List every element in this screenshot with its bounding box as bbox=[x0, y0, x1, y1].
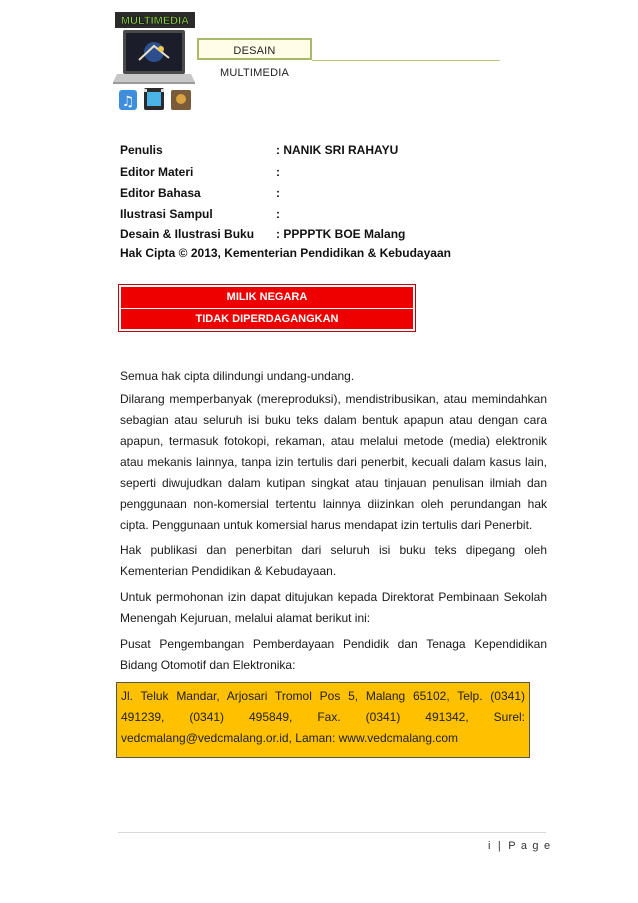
copyright-line: Hak Cipta © 2013, Kementerian Pendidikan & Kebudayaan bbox=[120, 246, 451, 260]
paragraph-permission: Untuk permohonan izin dapat ditujukan kepada Direktorat Pembinaan Sekolah Menengah Kejuruan, melalui alamat berikut ini: bbox=[120, 590, 547, 625]
header-rule bbox=[312, 60, 500, 61]
address-box: Jl. Teluk Mandar, Arjosari Tromol Pos 5, Malang 65102, Telp. (0341) 491239, (0341) 495849, Fax. (0341) 491342, Surel: vedcmalang@vedcmalang.or.id, Laman: www.vedcmalang.com bbox=[116, 682, 530, 758]
multimedia-logo bbox=[113, 10, 197, 114]
credit-value: : PPPPTK BOE Malang bbox=[276, 227, 406, 241]
credit-value: : bbox=[276, 165, 280, 179]
credit-value: : NANIK SRI RAHAYU bbox=[276, 143, 399, 157]
film-icon bbox=[144, 88, 164, 110]
credit-value: : bbox=[276, 186, 280, 200]
footer-separator: | bbox=[497, 840, 502, 852]
ownership-notice-box bbox=[118, 284, 416, 332]
credit-label: Penulis bbox=[120, 143, 163, 157]
credit-label: Desain & Ilustrasi Buku bbox=[120, 227, 255, 241]
credit-label: Editor Bahasa bbox=[120, 186, 201, 200]
photo-icon bbox=[171, 90, 191, 110]
paragraph-center: Pusat Pengembangan Pemberdayaan Pendidik dan Tenaga Kependidikan Bidang Otomotif dan Elektronika: bbox=[120, 637, 547, 672]
paragraph-rights: Semua hak cipta dilindungi undang-undang. bbox=[120, 369, 355, 383]
notice-line-state-owned: MILIK NEGARA bbox=[121, 287, 413, 308]
music-note-icon bbox=[119, 90, 137, 110]
paragraph-prohibition: Dilarang memperbanyak (mereproduksi), mendistribusikan, atau memindahkan sebagian atau seluruh isi buku teks dalam bentuk apapun atau dengan cara apapun, termasuk fotokopi, rekaman, atau melalui metode (media) elektronik atau mekanis lainnya, tanpa izin tertulis dari penerbit, kecuali dalam kasus lain, seperti diwujudkan dalam kutipan singkat atau tinjauan penulisan ilmiah dan penggunaan non-komersial tertentu lainnya diizinkan oleh perundangan hak cipta. Penggunaan untuk komersial harus mendapat izin tertulis dari Penerbit. bbox=[120, 392, 547, 532]
footer-rule bbox=[118, 832, 546, 833]
credit-value: : bbox=[276, 207, 280, 221]
page-number: i bbox=[488, 840, 492, 852]
notice-line-not-for-sale: TIDAK DIPERDAGANGKAN bbox=[121, 309, 413, 329]
credit-label: Ilustrasi Sampul bbox=[120, 207, 213, 221]
page-footer bbox=[488, 840, 551, 852]
logo-text: MULTIMEDIA bbox=[120, 15, 190, 27]
header-title-badge: DESAIN MULTIMEDIA bbox=[197, 38, 312, 60]
svg-text:♫: ♫ bbox=[121, 94, 135, 110]
credit-label: Editor Materi bbox=[120, 165, 194, 179]
paragraph-publication: Hak publikasi dan penerbitan dari seluruh isi buku teks dipegang oleh Kementerian Pendidikan & Kebudayaan. bbox=[120, 543, 547, 578]
page-word: P a g e bbox=[508, 840, 552, 852]
